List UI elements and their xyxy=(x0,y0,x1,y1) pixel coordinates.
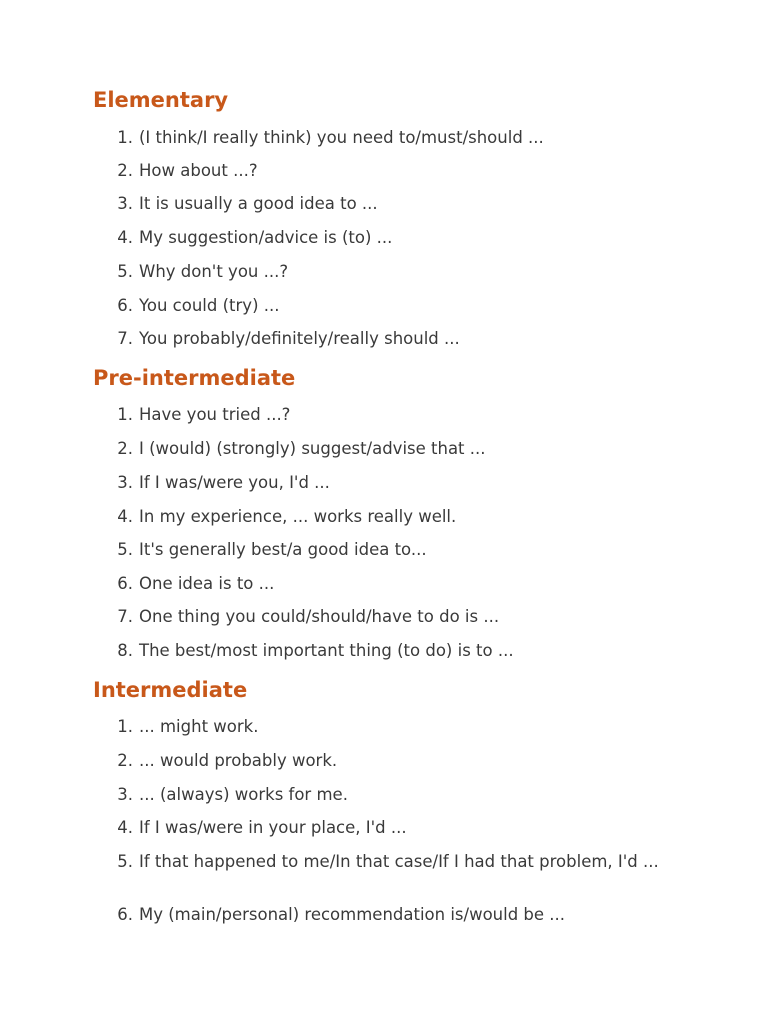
section-heading-intermediate: Intermediate xyxy=(93,678,248,702)
list-item-text: If that happened to me/In that case/If I had that problem, I'd ... xyxy=(139,852,659,871)
list-item-text: My suggestion/advice is (to) ... xyxy=(139,228,393,247)
list-item-text: You probably/definitely/really should ... xyxy=(139,329,460,348)
list-item-number: 5. xyxy=(117,262,133,281)
list-item-text: The best/most important thing (to do) is to ... xyxy=(139,641,514,660)
list-item-number: 3. xyxy=(117,785,133,804)
list-item-number: 7. xyxy=(117,329,133,348)
list-item-text: If I was/were in your place, I'd ... xyxy=(139,818,407,837)
list-item-number: 4. xyxy=(117,228,133,247)
list-item-number: 3. xyxy=(117,194,133,213)
list-item-number: 5. xyxy=(117,852,133,871)
list-item-text: How about ...? xyxy=(139,161,258,180)
list-item-number: 2. xyxy=(117,161,133,180)
list-item-number: 6. xyxy=(117,574,133,593)
list-item-text: In my experience, ... works really well. xyxy=(139,507,457,526)
list-item-text: (I think/I really think) you need to/must/should ... xyxy=(139,128,544,147)
list-item-text: I (would) (strongly) suggest/advise that ... xyxy=(139,439,486,458)
list-item-number: 1. xyxy=(117,128,133,147)
list-item-number: 4. xyxy=(117,818,133,837)
list-item-text: Why don't you ...? xyxy=(139,262,289,281)
list-item-number: 2. xyxy=(117,439,133,458)
list-item-number: 3. xyxy=(117,473,133,492)
list-item-text: ... would probably work. xyxy=(139,751,338,770)
list-item-number: 1. xyxy=(117,405,133,424)
list-item-number: 6. xyxy=(117,905,133,924)
list-item-number: 4. xyxy=(117,507,133,526)
list-item-number: 8. xyxy=(117,641,133,660)
list-item-text: It is usually a good idea to ... xyxy=(139,194,378,213)
list-item-number: 1. xyxy=(117,717,133,736)
section-heading-pre-intermediate: Pre-intermediate xyxy=(93,366,296,390)
list-item-text: Have you tried ...? xyxy=(139,405,291,424)
list-item-text: ... (always) works for me. xyxy=(139,785,348,804)
list-item-text: One idea is to ... xyxy=(139,574,275,593)
section-heading-elementary: Elementary xyxy=(93,88,229,112)
list-item-text: One thing you could/should/have to do is ... xyxy=(139,607,500,626)
list-item-number: 7. xyxy=(117,607,133,626)
list-item-number: 6. xyxy=(117,296,133,315)
list-item-text: You could (try) ... xyxy=(139,296,280,315)
list-item-number: 2. xyxy=(117,751,133,770)
list-item-text: My (main/personal) recommendation is/would be ... xyxy=(139,905,566,924)
list-item-number: 5. xyxy=(117,540,133,559)
list-item-text: If I was/were you, I'd ... xyxy=(139,473,330,492)
list-item-text: It's generally best/a good idea to... xyxy=(139,540,427,559)
list-item-text: ... might work. xyxy=(139,717,259,736)
